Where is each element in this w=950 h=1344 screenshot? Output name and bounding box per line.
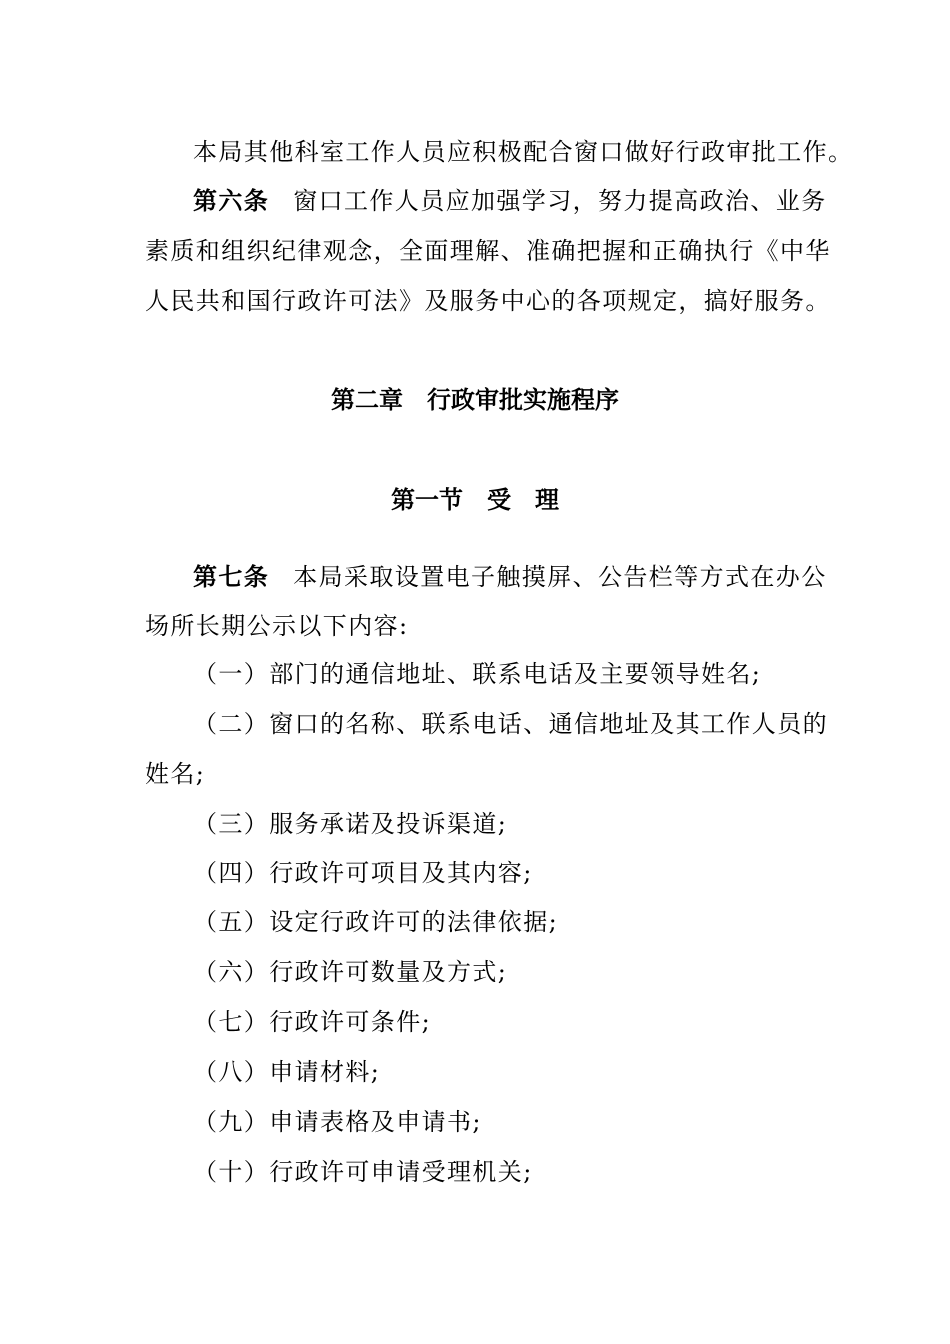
article-7-label: 第七条 bbox=[193, 563, 270, 591]
list-item-continuation: 姓名; bbox=[145, 760, 206, 788]
list-item: （七）行政许可条件; bbox=[193, 1008, 432, 1036]
section-heading bbox=[0, 485, 950, 515]
list-item: （九）申请表格及申请书; bbox=[193, 1108, 482, 1136]
list-item: （三）服务承诺及投诉渠道; bbox=[193, 810, 508, 838]
article-7-line-2: 场所长期公示以下内容: bbox=[145, 612, 409, 640]
section-title: 受 理 bbox=[487, 486, 559, 514]
chapter-number: 第二章 bbox=[331, 386, 403, 414]
chapter-heading bbox=[0, 385, 950, 415]
list-item: （十）行政许可申请受理机关; bbox=[193, 1158, 533, 1186]
list-item: （六）行政许可数量及方式; bbox=[193, 958, 508, 986]
article-6-line-3: 人民共和国行政许可法》及服务中心的各项规定，搞好服务。 bbox=[145, 287, 831, 315]
list-item: （四）行政许可项目及其内容; bbox=[193, 859, 533, 887]
article-7-text-1: 本局采取设置电子触摸屏、公告栏等方式在办公 bbox=[293, 563, 827, 591]
list-item: （二）窗口的名称、联系电话、通信地址及其工作人员的 bbox=[193, 710, 828, 738]
article-7-line-1 bbox=[193, 562, 827, 592]
article-6-line-2: 素质和组织纪律观念，全面理解、准确把握和正确执行《中华 bbox=[145, 237, 831, 265]
article-6-text-1: 窗口工作人员应加强学习，努力提高政治、业务 bbox=[293, 187, 827, 215]
article-6-label: 第六条 bbox=[193, 187, 270, 215]
section-number: 第一节 bbox=[391, 486, 463, 514]
paragraph-continued: 本局其他科室工作人员应积极配合窗口做好行政审批工作。 bbox=[193, 138, 854, 166]
list-item: （五）设定行政许可的法律依据; bbox=[193, 908, 559, 936]
chapter-title: 行政审批实施程序 bbox=[427, 386, 619, 414]
list-item: （一）部门的通信地址、联系电话及主要领导姓名; bbox=[193, 660, 762, 688]
list-item: （八）申请材料; bbox=[193, 1058, 381, 1086]
article-6-line-1 bbox=[193, 186, 827, 216]
